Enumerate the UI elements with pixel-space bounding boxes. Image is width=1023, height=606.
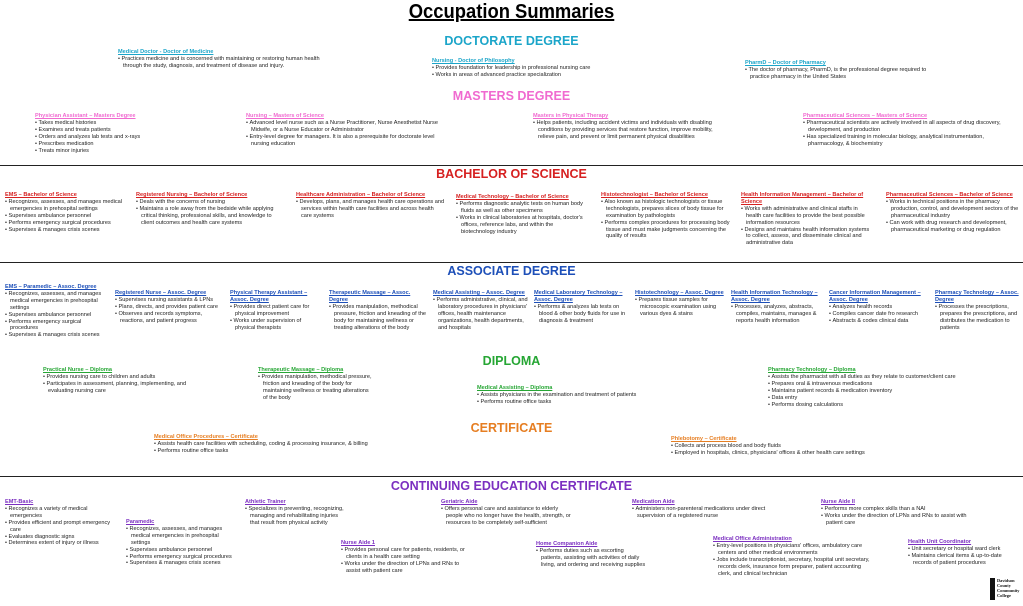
occupation-bullets bbox=[908, 546, 1020, 567]
bullet-item: • Administers non-parenteral medications under direct supervision of a registered nurse bbox=[632, 506, 772, 520]
bullet-item: • Works in technical positions in the pharmacy production, control, and development sectors of the pharmaceutical industry bbox=[886, 199, 1021, 220]
bullet-item: • Works under supervision of physical therapists bbox=[230, 318, 322, 332]
bullet-item: • Supervises ambulance personnel bbox=[5, 213, 130, 220]
bullet-item: • Assists health care facilities with scheduling, coding & processing insurance, & billing bbox=[154, 441, 404, 448]
bullet-item: • Supervises ambulance personnel bbox=[126, 547, 234, 554]
entry-pharmacy-tech-diploma bbox=[768, 367, 988, 408]
logo-line: County bbox=[997, 583, 1011, 588]
entry-medical-assisting-diploma bbox=[477, 385, 677, 406]
occupation-name: Registered Nursing – Bachelor of Science bbox=[136, 192, 248, 198]
occupation-name: Healthcare Administration – Bachelor of Science bbox=[296, 192, 426, 198]
bullet-item: • Provides direct patient care for physical improvement bbox=[230, 304, 322, 318]
bullet-item: • Evaluates diagnostic signs bbox=[5, 534, 117, 541]
occupation-bullets bbox=[671, 443, 871, 457]
logo-line: Davidson bbox=[997, 578, 1015, 583]
bullet-item: • Also known as histologic technologists or tissue technologists, prepares slices of body tissue for examination by pathologists bbox=[601, 199, 733, 220]
heading-certificate: CERTIFICATE bbox=[470, 421, 553, 435]
bullet-item: • Processes, analyzes, abstracts, compiles, maintains, manages & reports health information bbox=[731, 304, 823, 325]
divider-3 bbox=[0, 476, 1023, 477]
occupation-name: Medical Doctor - Doctor of Medicine bbox=[118, 49, 214, 55]
occupation-bullets bbox=[829, 304, 927, 325]
occupation-name: Cancer Information Management – Assoc. Degree bbox=[829, 290, 921, 303]
entry-him-bachelor bbox=[741, 192, 871, 247]
entry-pta-assoc bbox=[230, 290, 322, 331]
occupation-name: Physical Therapy Assistant – Assoc. Degree bbox=[230, 290, 308, 303]
occupation-bullets bbox=[43, 374, 213, 395]
bullet-item: • Performs routine office tasks bbox=[477, 399, 677, 406]
bullet-item: • Provides manipulation, methodical pressure, friction and kneading of the body for maintaining wellness or treating alterations of the body bbox=[329, 304, 427, 332]
occupation-name: Phlebotomy – Certificate bbox=[671, 436, 737, 442]
entry-hit-assoc bbox=[731, 290, 823, 325]
occupation-name: Pharmaceutical Sciences – Bachelor of Science bbox=[886, 192, 1013, 198]
entry-pharmd bbox=[745, 60, 930, 81]
bullet-item: • Supervises & manages crisis scenes bbox=[5, 227, 130, 234]
bullet-item: • Performs administrative, clinical, and laboratory procedures in physicians' offices, health maintenance organizations, health departments, and hospitals bbox=[433, 297, 528, 332]
logo-line: College bbox=[997, 593, 1011, 598]
divider-2 bbox=[0, 262, 1023, 263]
bullet-item: • Provides nursing care to children and adults bbox=[43, 374, 213, 381]
entry-therapeutic-massage-assoc bbox=[329, 290, 427, 331]
entry-medical-office-procedures bbox=[154, 434, 404, 455]
bullet-item: • Designs and maintains health information systems to collect, assess, and disseminate clinical and administrative data bbox=[741, 227, 871, 248]
bullet-item: • Performs diagnostic analytic tests on human body fluids as well as other specimens bbox=[456, 201, 586, 215]
occupation-bullets bbox=[245, 506, 345, 527]
entry-medical-office-admin bbox=[713, 536, 873, 577]
bullet-item: • Examines and treats patients bbox=[35, 127, 195, 134]
occupation-bullets bbox=[713, 543, 873, 578]
entry-nursing-phd bbox=[432, 58, 617, 79]
occupation-name: Medical Office Procedures – Certificate bbox=[154, 434, 258, 440]
heading-associate: ASSOCIATE DEGREE bbox=[447, 264, 576, 278]
occupation-bullets bbox=[601, 199, 733, 240]
occupation-name: Geriatric Aide bbox=[441, 499, 478, 505]
bullet-item: • Analyzes health records bbox=[829, 304, 927, 311]
bullet-item: • Data entry bbox=[768, 395, 988, 402]
occupation-name: Pharmacy Technology – Assoc. Degree bbox=[935, 290, 1019, 303]
bullet-item: • Works in clinical laboratories at hospitals, doctor's offices, reference labs, and within the biotechnology industry bbox=[456, 215, 586, 236]
bullet-item: • Abstracts & codes clinical data bbox=[829, 318, 927, 325]
occupation-name: Therapeutic Massage – Assoc. Degree bbox=[329, 290, 411, 303]
occupation-name: Pharmacy Technology – Diploma bbox=[768, 367, 856, 373]
occupation-name: Medical Technology – Bachelor of Science bbox=[456, 194, 569, 200]
bullet-item: • Determines extent of injury or illness bbox=[5, 540, 117, 547]
bullet-item: • Performs duties such as escorting patients, assisting with activities of daily living, and ordering and receiving supplies bbox=[536, 548, 646, 569]
entry-health-unit-coordinator bbox=[908, 539, 1020, 567]
bullet-item: • Performs emergency surgical procedures bbox=[126, 554, 234, 561]
bullet-item: • Compiles cancer date fro research bbox=[829, 311, 927, 318]
occupation-bullets bbox=[731, 304, 823, 325]
occupation-bullets bbox=[296, 199, 446, 220]
bullet-item: • Performs & analyzes lab tests on blood & other body fluids for use in diagnosis & treatment bbox=[534, 304, 629, 325]
occupation-bullets bbox=[433, 297, 528, 332]
occupation-name: Practical Nurse – Diploma bbox=[43, 367, 113, 373]
bullet-item: • Performs emergency surgical procedures bbox=[5, 220, 130, 227]
occupation-bullets bbox=[821, 506, 971, 527]
occupation-name: Medical Laboratory Technology – Assoc. Degree bbox=[534, 290, 623, 303]
page-title: Occupation Summaries bbox=[408, 1, 615, 23]
occupation-bullets bbox=[35, 120, 195, 155]
occupation-name: Health Information Management – Bachelor of Science bbox=[741, 192, 864, 205]
bullet-item: • Maintains a role away from the bedside while applying critical thinking, professional skills, and knowledge to client outcomes and health care systems bbox=[136, 206, 276, 227]
bullet-item: • Works with administrative and clinical staffs in health care facilities to provide the best possible information resources bbox=[741, 206, 871, 227]
occupation-name: Histotechnology – Assoc. Degree bbox=[635, 290, 724, 296]
bullet-item: • Performs dosing calculations bbox=[768, 402, 988, 409]
heading-diploma: DIPLOMA bbox=[482, 354, 541, 368]
bullet-item: • Prepares oral & intravenous medications bbox=[768, 381, 988, 388]
occupation-bullets bbox=[536, 548, 646, 569]
occupation-bullets bbox=[136, 199, 276, 227]
entry-medical-assisting-assoc bbox=[433, 290, 528, 331]
bullet-item: • Performs emergency surgical procedures bbox=[5, 319, 108, 333]
bullet-item: • Entry-level degree for managers. It is also a prerequisite for doctorate level nursing education bbox=[246, 134, 446, 148]
bullet-item: • Has specialized training in molecular biology, analytical instrumentation, pharmacology, & biochemistry bbox=[803, 134, 1003, 148]
college-logo bbox=[990, 578, 1020, 602]
entry-pharm-sci-masters bbox=[803, 113, 1003, 148]
bullet-item: • Supervises ambulance personnel bbox=[5, 312, 108, 319]
bullet-item: • Performs complex procedures for processing body tissue and must make judgments concerning the quality of results bbox=[601, 220, 733, 241]
occupation-bullets bbox=[534, 304, 629, 325]
occupation-name: Home Companion Aide bbox=[536, 541, 598, 547]
entry-pharmacy-tech-assoc bbox=[935, 290, 1022, 331]
occupation-bullets bbox=[886, 199, 1021, 234]
entry-paramedic-ce bbox=[126, 519, 234, 567]
bullet-item: • Jobs include transcriptionist, secretary, hospital unit secretary, records clerk, insurance form preparer, patient accounting clerk, and clinical technician bbox=[713, 557, 873, 578]
bullet-item: • Maintains clerical items & up-to-date records of patient procedures bbox=[908, 553, 1020, 567]
entry-pharm-sci-bachelor bbox=[886, 192, 1021, 233]
college-logo-text bbox=[997, 578, 1019, 598]
bullet-item: • Specializes in preventing, recognizing, managing and rehabilitating injuries that result from physical activity bbox=[245, 506, 345, 527]
entry-phlebotomy bbox=[671, 436, 871, 457]
bullet-item: • Unit secretary or hospital ward clerk bbox=[908, 546, 1020, 553]
bullet-item: • Provides manipulation, methodical pressure, friction and kneading of the body for maintaining wellness or treating alterations of the body bbox=[258, 374, 373, 402]
entry-physical-therapy-masters bbox=[533, 113, 713, 141]
bullet-item: • Observes and records symptoms, reactions, and patient progress bbox=[115, 311, 223, 325]
entry-nurse-aide-2 bbox=[821, 499, 971, 527]
occupation-name: Paramedic bbox=[126, 519, 155, 525]
occupation-name: Nurse Aide 1 bbox=[341, 540, 375, 546]
occupation-name: Nursing – Masters of Science bbox=[246, 113, 325, 119]
entry-ems-paramedic-assoc bbox=[5, 284, 108, 339]
bullet-item: • Orders and analyzes lab tests and x-rays bbox=[35, 134, 195, 141]
bullet-item: • Participates in assessment, planning, implementing, and evaluating nursing care bbox=[43, 381, 213, 395]
heading-continuing: CONTINUING EDUCATION CERTIFICATE bbox=[390, 479, 633, 493]
heading-doctorate: DOCTORATE DEGREE bbox=[444, 34, 579, 48]
bullet-item: • Supervises & manages crisis scenes bbox=[126, 560, 234, 567]
bullet-item: • Processes the prescriptions, prepares the prescriptions, and distributes the medication to patients bbox=[935, 304, 1022, 332]
occupation-name: Athletic Trainer bbox=[245, 499, 286, 505]
entry-geriatric-aide bbox=[441, 499, 571, 527]
bullet-item: • Employed in hospitals, clinics, physicians' offices & other health care settings bbox=[671, 450, 871, 457]
bullet-item: • Plans, directs, and provides patient care bbox=[115, 304, 223, 311]
occupation-bullets bbox=[477, 392, 677, 406]
occupation-bullets bbox=[118, 56, 323, 70]
occupation-name: Nursing - Doctor of Philosophy bbox=[432, 58, 515, 64]
bullet-item: • Supervises & manages crisis scenes bbox=[5, 332, 108, 339]
occupation-name: Medical Office Administration bbox=[713, 536, 792, 542]
occupation-name: Health Information Technology – Assoc. Degree bbox=[731, 290, 818, 303]
occupation-bullets bbox=[432, 65, 617, 79]
occupation-bullets bbox=[258, 374, 373, 402]
bullet-item: • Offers personal care and assistance to elderly people who no longer have the health, strength, or resources to be completely self-sufficient bbox=[441, 506, 571, 527]
bullet-item: • Provides personal care for patients, residents, or clients in a health care setting bbox=[341, 547, 471, 561]
bullet-item: • Works in areas of advanced practice specialization bbox=[432, 72, 617, 79]
occupation-bullets bbox=[329, 304, 427, 332]
occupation-bullets bbox=[5, 506, 117, 547]
occupation-name: Medical Assisting – Diploma bbox=[477, 385, 553, 391]
occupation-bullets bbox=[230, 304, 322, 332]
bullet-item: • Pharmaceutical scientists are actively involved in all aspects of drug discovery, development, and production bbox=[803, 120, 1003, 134]
entry-ems-bachelor bbox=[5, 192, 130, 233]
bullet-item: • Deals with the concerns of nursing bbox=[136, 199, 276, 206]
entry-registered-nurse-assoc bbox=[115, 290, 223, 325]
entry-registered-nursing-bachelor bbox=[136, 192, 276, 227]
entry-medical-doctor bbox=[118, 49, 323, 70]
occupation-name: Health Unit Coordinator bbox=[908, 539, 972, 545]
occupation-name: Registered Nurse – Assoc. Degree bbox=[115, 290, 207, 296]
occupation-bullets bbox=[441, 506, 571, 527]
occupation-name: Histotechnologist – Bachelor of Science bbox=[601, 192, 708, 198]
entry-physician-assistant bbox=[35, 113, 195, 154]
occupation-bullets bbox=[456, 201, 586, 236]
occupation-bullets bbox=[741, 206, 871, 247]
occupation-name: Pharmaceutical Sciences – Masters of Science bbox=[803, 113, 928, 119]
entry-therapeutic-massage-diploma bbox=[258, 367, 373, 402]
bullet-item: • Recognizes, assesses, and manages medical emergencies in prehospital settings bbox=[5, 291, 108, 312]
occupation-bullets bbox=[745, 67, 930, 81]
college-logo-mark bbox=[990, 578, 995, 600]
bullet-item: • Practices medicine and is concerned with maintaining or restoring human health through the study, diagnosis, and treatment of disease and injury. bbox=[118, 56, 323, 70]
bullet-item: • Advanced level nurse such as a Nurse Practitioner, Nurse Anesthetist Nurse Midwife, or a Nurse Educator or Administrator bbox=[246, 120, 446, 134]
occupation-name: EMS – Paramedic – Assoc. Degree bbox=[5, 284, 97, 290]
occupation-name: Medical Assisting – Assoc. Degree bbox=[433, 290, 525, 296]
bullet-item: • Performs routine office tasks bbox=[154, 448, 404, 455]
occupation-bullets bbox=[803, 120, 1003, 148]
bullet-item: • Prescribes medication bbox=[35, 141, 195, 148]
occupation-name: PharmD – Doctor of Pharmacy bbox=[745, 60, 826, 66]
entry-medical-technology-bachelor bbox=[456, 194, 586, 235]
bullet-item: • Helps patients, including accident victims and individuals with disabling conditions by providing services that restore function, improve mobility, relieve pain, and prevent or limit permanent physical disabilities bbox=[533, 120, 713, 141]
entry-nurse-aide-1 bbox=[341, 540, 471, 575]
occupation-bullets bbox=[533, 120, 713, 141]
bullet-item: • Can work with drug research and development, pharmaceutical marketing or drug regulation bbox=[886, 220, 1021, 234]
occupation-name: Nurse Aide II bbox=[821, 499, 855, 505]
entry-histotechnologist-bachelor bbox=[601, 192, 733, 240]
bullet-item: • Develops, plans, and manages health care operations and services within health care facilities and across health care systems bbox=[296, 199, 446, 220]
entry-home-companion-aide bbox=[536, 541, 646, 569]
entry-histotechnology-assoc bbox=[635, 290, 725, 318]
occupation-name: Masters in Physical Therapy bbox=[533, 113, 609, 119]
bullet-item: • Takes medical histories bbox=[35, 120, 195, 127]
heading-masters: MASTERS DEGREE bbox=[452, 89, 571, 103]
bullet-item: • Works under the direction of LPNs and RNs to assist with patient care bbox=[821, 513, 971, 527]
entry-mlt-assoc bbox=[534, 290, 629, 325]
bullet-item: • Prepares tissue samples for microscopic examination using various dyes & stains bbox=[635, 297, 725, 318]
occupation-bullets bbox=[5, 291, 108, 339]
entry-athletic-trainer bbox=[245, 499, 345, 527]
occupation-name: EMT-Basic bbox=[5, 499, 34, 505]
bullet-item: • Maintains patient records & medication inventory bbox=[768, 388, 988, 395]
bullet-item: • Recognizes, assesses, and manages medical emergencies in prehospital settings bbox=[5, 199, 130, 213]
heading-bachelor: BACHELOR OF SCIENCE bbox=[436, 167, 587, 181]
occupation-bullets bbox=[126, 526, 234, 567]
entry-nursing-masters bbox=[246, 113, 446, 148]
divider-1 bbox=[0, 165, 1023, 166]
occupation-bullets bbox=[341, 547, 471, 575]
entry-medication-aide bbox=[632, 499, 772, 520]
entry-healthcare-admin-bachelor bbox=[296, 192, 446, 220]
bullet-item: • Provides foundation for leadership in professional nursing care bbox=[432, 65, 617, 72]
bullet-item: • Entry-level positions in physicians' offices, ambulatory care centers and other medical environments bbox=[713, 543, 873, 557]
occupation-bullets bbox=[935, 304, 1022, 332]
occupation-name: EMS – Bachelor of Science bbox=[5, 192, 77, 198]
entry-practical-nurse-diploma bbox=[43, 367, 213, 395]
logo-line: Community bbox=[997, 588, 1020, 593]
occupation-bullets bbox=[154, 441, 404, 455]
occupation-bullets bbox=[115, 297, 223, 325]
occupation-bullets bbox=[246, 120, 446, 148]
bullet-item: • Provides efficient and prompt emergency care bbox=[5, 520, 117, 534]
occupation-name: Medication Aide bbox=[632, 499, 675, 505]
bullet-item: • Assists physicians in the examination and treatment of patients bbox=[477, 392, 677, 399]
occupation-bullets bbox=[768, 374, 988, 409]
occupation-bullets bbox=[5, 199, 130, 234]
bullet-item: • Collects and process blood and body fluids bbox=[671, 443, 871, 450]
entry-emt-basic bbox=[5, 499, 117, 547]
occupation-bullets bbox=[635, 297, 725, 318]
bullet-item: • Recognizes, assesses, and manages medical emergencies in prehospital settings bbox=[126, 526, 234, 547]
bullet-item: • Treats minor injuries bbox=[35, 148, 195, 155]
entry-cancer-info-assoc bbox=[829, 290, 927, 325]
occupation-name: Therapeutic Massage – Diploma bbox=[258, 367, 344, 373]
bullet-item: • Performs more complex skills than a NAI bbox=[821, 506, 971, 513]
bullet-item: • Assists the pharmacist with all duties as they relate to customer/client care bbox=[768, 374, 988, 381]
bullet-item: • Supervises nursing assistants & LPNs bbox=[115, 297, 223, 304]
bullet-item: • Recognizes a variety of medical emergencies bbox=[5, 506, 117, 520]
bullet-item: • Works under the direction of LPNs and RNs to assist with patient care bbox=[341, 561, 471, 575]
occupation-name: Physician Assistant – Masters Degree bbox=[35, 113, 136, 119]
occupation-bullets bbox=[632, 506, 772, 520]
bullet-item: • The doctor of pharmacy, PharmD, is the professional degree required to practice pharmacy in the United States bbox=[745, 67, 930, 81]
